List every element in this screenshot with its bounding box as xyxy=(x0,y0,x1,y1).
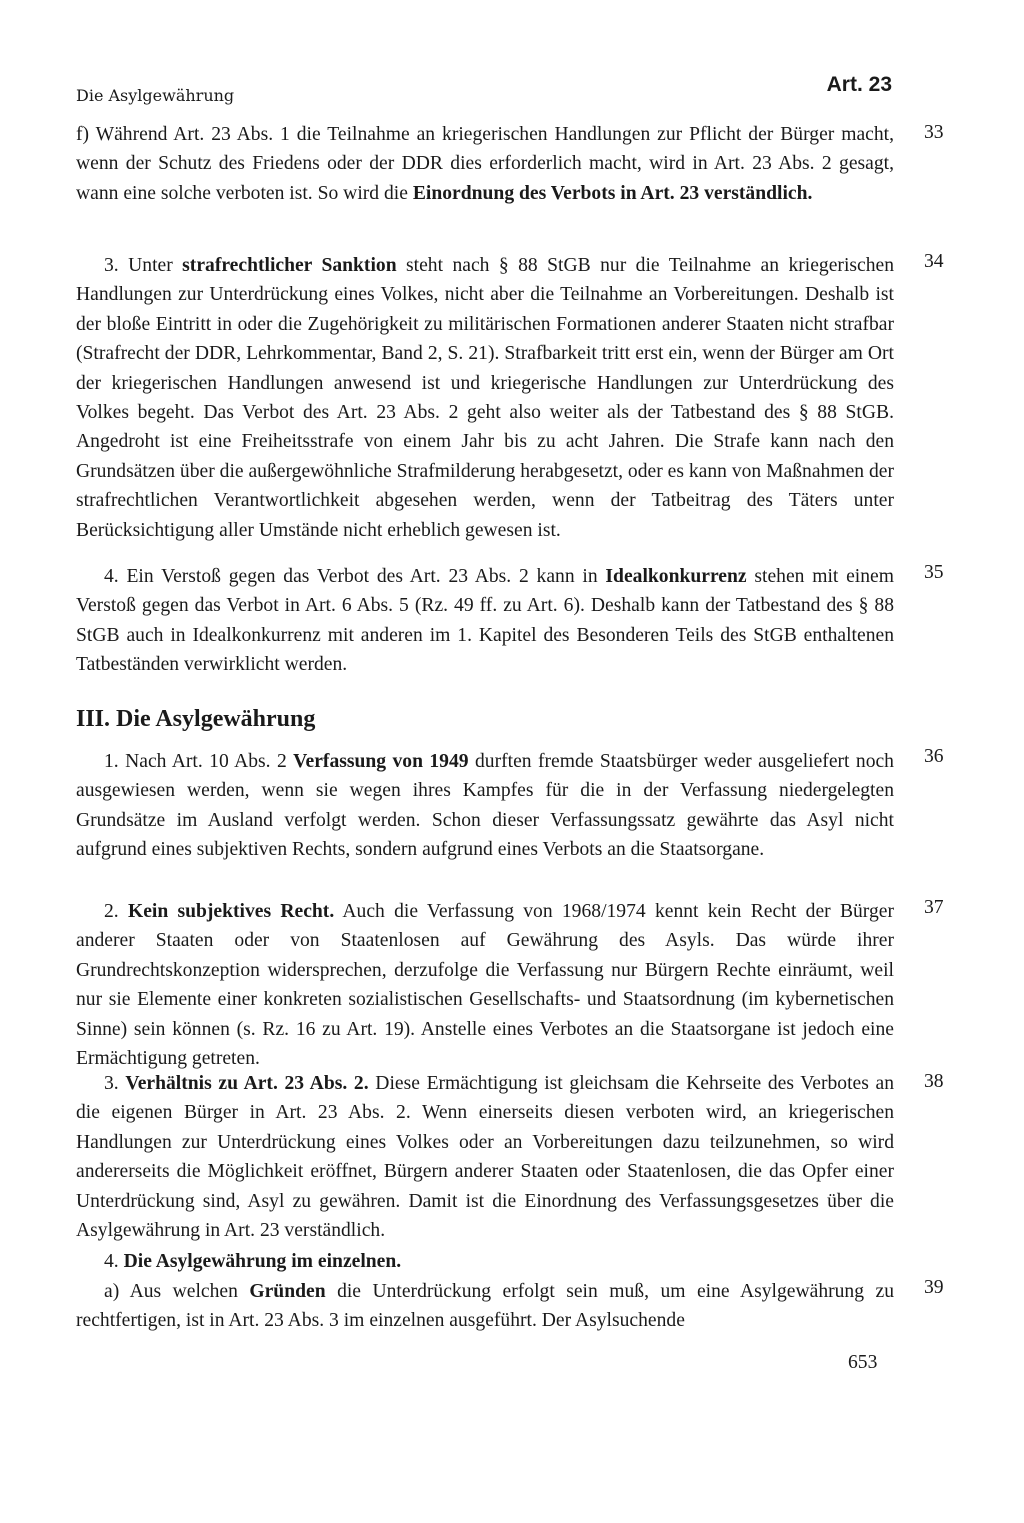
paragraph-37 xyxy=(76,897,894,1073)
paragraph-text: a) Aus welchen xyxy=(104,1281,250,1302)
paragraph-text: stehen mit einem Verstoß gegen das Verbot in Art. 6 Abs. 5 (Rz. 49 ff. zu Art. 6). Deshalb kann der Tatbestand des § 88 StGB auch in Idealkonkurrenz mit anderen im 1. Kapitel des Besonderen Teils des StGB enthaltenen Tatbeständen verwirklicht werden. xyxy=(76,566,894,676)
paragraph-text: 4. Ein Verstoß gegen das Verbot des Art. 23 Abs. 2 kann in xyxy=(104,566,606,587)
paragraph-text: 3. Unter xyxy=(104,255,183,276)
paragraph-33 xyxy=(76,120,894,208)
paragraph-34 xyxy=(76,251,894,545)
paragraph-39 xyxy=(76,1277,894,1336)
margin-number-38: 38 xyxy=(924,1071,944,1092)
paragraph-text: f) Während Art. 23 Abs. 1 die Teilnahme an kriegerischen Handlungen zur Pflicht der Bürger macht, wenn der Schutz des Friedens oder der DDR dies erforderlich macht, wird in Art. 23 Abs. 2 gesagt, wann eine solche verboten ist. So wird die xyxy=(76,124,894,204)
margin-number-33: 33 xyxy=(924,122,944,143)
paragraph-text: steht nach § 88 StGB nur die Teilnahme an kriegerischen Handlungen zur Unterdrückung eines Volkes, nicht aber die Teilnahme an Vorbereitungen. Deshalb ist der bloße Eintritt in oder die Zugehörigkeit zu militärischen Formationen anderer Staaten nicht strafbar (Strafrecht der DDR, Lehrkommentar, Band 2, S. 21). Strafbarkeit tritt erst ein, wenn der Bürger am Ort der kriegerischen Handlungen anwesend ist und kriegerische Handlungen zur Unterdrückung des Volkes begeht. Das Verbot des Art. 23 Abs. 2 geht also weiter als der Tatbestand des § 88 StGB. Angedroht ist eine Freiheitsstrafe von einem Jahr bis zu acht Jahren. Die Strafe kann nach den Grundsätzen über die außergewöhnliche Strafmilderung herabgesetzt, oder es kann von Maßnahmen der strafrechtlichen Verantwortlichkeit abgesehen werden, wenn der Tatbeitrag des Täters unter Berücksichtigung aller Umstände nicht erheblich gewesen ist. xyxy=(76,255,894,541)
paragraph-35 xyxy=(76,562,894,680)
paragraph-text: die Unterdrückung erfolgt sein muß, um eine Asylgewährung zu rechtfertigen, ist in Art. 23 Abs. 3 im einzelnen ausgeführt. Der Asylsuchende xyxy=(76,1281,894,1332)
bold-term: Einordnung des Verbots in Art. 23 verständlich. xyxy=(412,182,813,204)
article-label: Art. 23 xyxy=(826,73,892,96)
bold-term: Gründen xyxy=(249,1281,326,1302)
paragraph-text: 1. Nach Art. 10 Abs. 2 xyxy=(104,751,294,772)
bold-term: Idealkonkurrenz xyxy=(605,566,747,587)
margin-number-34: 34 xyxy=(924,251,944,272)
paragraph-text: durften fremde Staatsbürger weder ausgeliefert noch ausgewiesen werden, wenn sie wegen ihres Kampfes für die in der Verfassung niedergelegten Grundsätze im Ausland verfolgt werden. Schon dieser Verfassungssatz gewährte das Asyl nicht aufgrund eines subjektiven Rechts, sondern aufgrund eines Verbots an die Staatsorgane. xyxy=(76,751,894,861)
paragraph-text: 3. xyxy=(104,1073,126,1094)
running-header-title: Die Asylgewährung xyxy=(76,86,235,105)
section-heading: III. Die Asylgewährung xyxy=(76,706,316,732)
paragraph-text: Diese Ermächtigung ist gleichsam die Kehrseite des Verbotes an die eigenen Bürger in Art. 23 Abs. 2. Wenn einerseits diesen verboten wird, an kriegerischen Handlungen zur Unterdrückung eines Volkes oder an Vorbereitungen dazu teilzunehmen, so wird andererseits die Möglichkeit eröffnet, Bürgern anderer Staaten oder Staatenlosen, die das Opfer einer Unterdrückung sind, Asyl zu gewähren. Damit ist die Einordnung des Verfassungsgesetzes über die Asylgewährung in Art. 23 verständlich. xyxy=(76,1073,894,1242)
paragraph-text: 2. xyxy=(104,901,128,922)
paragraph-38 xyxy=(76,1069,894,1245)
bold-term: Kein subjektives Recht. xyxy=(127,901,335,922)
margin-number-36: 36 xyxy=(924,746,944,767)
margin-number-39: 39 xyxy=(924,1277,944,1298)
paragraph-text: Auch die Verfassung von 1968/1974 kennt kein Recht der Bürger anderer Staaten oder von Staatenlosen auf Gewährung des Asyls. Das würde ihrer Grundrechtskonzeption widersprechen, derzufolge die Verfassung nur Bürgern Rechte einräumt, weil nur sie Elemente einer konkreten sozialistischen Gesellschafts- und Staatsordnung (im kybernetischen Sinne) sein können (s. Rz. 16 zu Art. 19). Anstelle eines Verbotes an die Staatsorgane ist jedoch eine Ermächtigung getreten. xyxy=(76,901,894,1070)
bold-term: Verfassung von 1949 xyxy=(293,751,469,772)
margin-number-37: 37 xyxy=(924,897,944,918)
bold-term: strafrechtlicher Sanktion xyxy=(182,255,397,276)
subheading-title: Die Asylgewährung im einzelnen. xyxy=(123,1251,402,1272)
subheading-number: 4. xyxy=(104,1251,124,1272)
bold-term: Verhältnis zu Art. 23 Abs. 2. xyxy=(125,1073,369,1094)
page-number: 653 xyxy=(848,1352,878,1373)
margin-number-35: 35 xyxy=(924,562,944,583)
paragraph-36 xyxy=(76,747,894,865)
subheading-4 xyxy=(104,1251,401,1273)
